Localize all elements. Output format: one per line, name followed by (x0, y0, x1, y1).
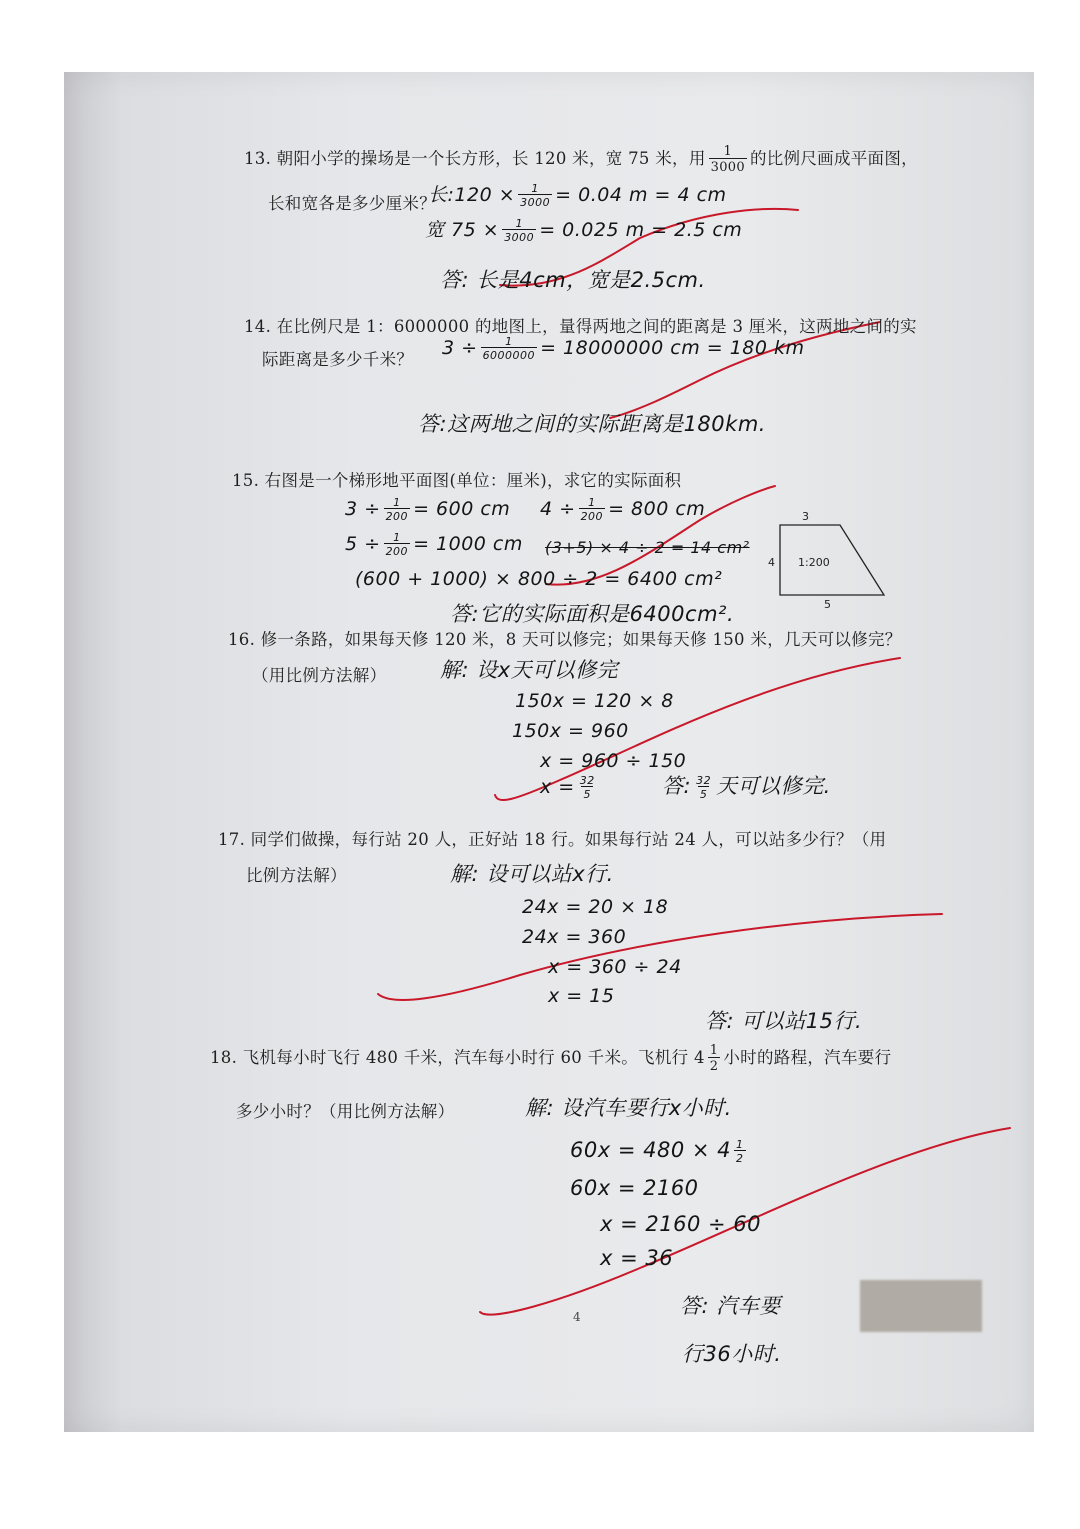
q17-line2: 比例方法解） (246, 866, 347, 885)
q15-line1: 15. 右图是一个梯形地平面图(单位：厘米)，求它的实际面积 (232, 471, 682, 490)
q17-line1: 17. 同学们做操，每行站 20 人，正好站 18 行。如果每行站 24 人，可以站多少行？（用 (218, 830, 887, 849)
q16-step2: 150x = 960 (512, 720, 629, 742)
q18-step3: x = 2160 ÷ 60 (600, 1212, 761, 1236)
q17-step3: x = 360 ÷ 24 (548, 956, 682, 978)
q14-line1: 14. 在比例尺是 1：6000000 的地图上，量得两地之间的距离是 3 厘米，这两地之间的实 (244, 317, 917, 336)
q18-line2: 多少小时？（用比例方法解） (236, 1102, 455, 1121)
q13-scale-fraction: $\frac{1}{3000}$ (710, 144, 745, 175)
q15-work-height: 4 ÷ $\frac{1}{200}$ = 800 cm (540, 496, 706, 523)
q18-step2: 60x = 2160 (570, 1176, 699, 1200)
q13-line2: 长和宽各是多少厘米？ (268, 194, 436, 213)
trapezoid-bottom-label: 5 (824, 598, 831, 611)
q17-step4: x = 15 (548, 985, 615, 1007)
q15-struck-work: (3+5) × 4 ÷ 2 = 14 cm² (545, 538, 750, 557)
page-number: 4 (573, 1310, 581, 1324)
q16-step0: 解: 设x天可以修完 (440, 658, 619, 682)
q18-step1: 60x = 480 × 4 $\frac{1}{2}$ (570, 1137, 744, 1165)
q17-answer: 答: 可以站15行. (705, 1009, 863, 1033)
trapezoid-top-label: 3 (802, 510, 809, 523)
q15-work-area: (600 + 1000) × 800 ÷ 2 = 6400 cm² (355, 568, 723, 590)
q18-step0: 解: 设汽车要行x小时. (525, 1096, 732, 1120)
q13-line1: 13. 朝阳小学的操场是一个长方形，长 120 米，宽 75 米，用 $\frac{1}{3000}$ 的比例尺画成平面图， (244, 144, 918, 175)
q16-line2: （用比例方法解） (252, 666, 387, 685)
q18-answer-line1: 答: 汽车要 (680, 1294, 781, 1318)
q13-work-width: 宽 75 × $\frac{1}{3000}$ = 0.025 m = 2.5 cm (425, 217, 743, 244)
q16-answer: 答: $\frac{32}{5}$ 天可以修完. (662, 773, 831, 801)
q15-work-bottom: 5 ÷ $\frac{1}{200}$ = 1000 cm (345, 531, 523, 558)
q18-line1: 18. 飞机每小时飞行 480 千米，汽车每小时行 60 千米。飞机行 4 $\frac{1}{2}$ 小时的路程，汽车要行 (210, 1043, 892, 1074)
q13-work-length: 长:120 × $\frac{1}{3000}$ = 0.04 m = 4 cm (428, 182, 727, 209)
q15-answer: 答:它的实际面积是6400cm². (450, 602, 735, 626)
q16-step4: x = $\frac{32}{5}$ (540, 774, 595, 801)
q18-step4: x = 36 (600, 1246, 674, 1270)
q14-answer: 答:这两地之间的实际距离是180km. (418, 412, 766, 436)
trapezoid-diagram (760, 505, 910, 615)
q14-line2: 际距离是多少千米？ (262, 350, 414, 369)
q13-answer: 答: 长是4cm，宽是2.5cm. (440, 268, 706, 292)
trapezoid-scale-label: 1:200 (798, 556, 830, 569)
q17-step1: 24x = 20 × 18 (522, 896, 669, 918)
q14-work: 3 ÷ $\frac{1}{6000000}$ = 18000000 cm = 180 km (442, 335, 805, 362)
q17-step0: 解: 设可以站x行. (450, 862, 614, 886)
q15-work-top: 3 ÷ $\frac{1}{200}$ = 600 cm (345, 496, 511, 523)
q16-step1: 150x = 120 × 8 (515, 690, 674, 712)
q16-line1: 16. 修一条路，如果每天修 120 米，8 天可以修完；如果每天修 150 米，几天可以修完？ (228, 630, 902, 649)
q18-answer-line2: 行36小时. (682, 1342, 782, 1366)
q16-step3: x = 960 ÷ 150 (540, 750, 687, 772)
redacted-area (860, 1280, 982, 1332)
q17-step2: 24x = 360 (522, 926, 627, 948)
trapezoid-left-label: 4 (768, 556, 775, 569)
